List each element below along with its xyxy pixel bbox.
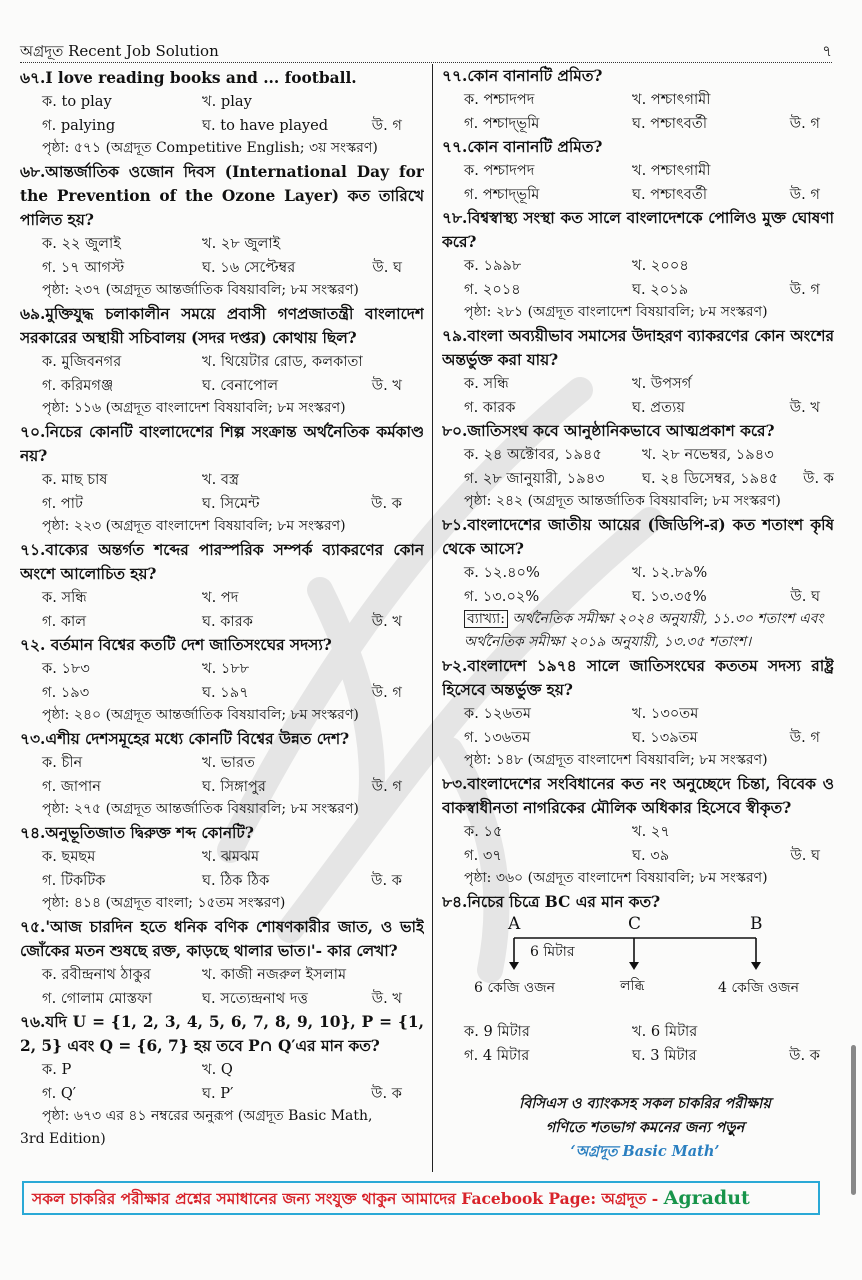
option: খ. ১২.৮৯%: [632, 564, 708, 581]
option: খ. পদ: [202, 589, 239, 606]
option: ঘ. প্রত্যয়: [632, 398, 685, 416]
option: খ. ২৮ জুলাই: [202, 235, 281, 252]
option: খ. ১৮৮: [202, 660, 250, 677]
answer-key: উ. ক: [371, 871, 402, 889]
option: খ. পশ্চাৎগামী: [632, 162, 711, 179]
question: [20, 302, 424, 350]
question: [20, 66, 424, 90]
option-row: [20, 845, 424, 869]
question-number: ৮০.: [442, 422, 468, 440]
options: [20, 232, 424, 279]
answer-key: উ. ক: [371, 494, 402, 512]
answer-key: উ. ক: [371, 1084, 402, 1102]
option: ক. পশ্চাদপদ: [464, 91, 535, 108]
option: খ. ২৮ নভেম্বর, ১৯৪৩: [642, 446, 774, 463]
option-row: [442, 702, 834, 726]
option: ক. ১৯৯৮: [464, 257, 522, 274]
point-a: A: [508, 914, 521, 934]
option: খ. play: [202, 93, 252, 110]
option-row: [442, 396, 834, 420]
question: [20, 538, 424, 586]
left-column: [20, 66, 424, 1151]
options: [20, 845, 424, 892]
question-number: ৭৭.: [442, 138, 468, 156]
question: [20, 160, 424, 232]
option-row: [20, 468, 424, 492]
option: খ. বস্ত্র: [202, 471, 240, 488]
option: খ. ঝমঝম: [202, 848, 260, 865]
options: [20, 751, 424, 798]
question-number: ৮৪.: [442, 893, 468, 911]
reference: পৃষ্ঠা: ৩৬০ (অগ্রদূত বাংলাদেশ বিষয়াবলি; ৮ম সংস্করণ): [464, 870, 768, 886]
header-divider: [20, 62, 832, 63]
answer-key: উ. গ: [789, 280, 820, 298]
reference: পৃষ্ঠা: ২৪২ (অগ্রদূত আন্তর্জাতিক বিষয়াবলি; ৮ম সংস্করণ): [464, 493, 781, 509]
option-row: [20, 492, 424, 516]
option: ঘ. ২৪ ডিসেম্বর, ১৯৪৫: [642, 469, 779, 487]
option: গ. গোলাম মোস্তফা: [42, 989, 153, 1007]
option: ক. মাছ চাষ: [42, 471, 108, 488]
question-text: কোন বানানটি প্রমিত?: [467, 138, 603, 156]
question-text: নিচের চিত্রে BC এর মান কত?: [467, 893, 661, 911]
question-number: ৮৩.: [442, 775, 468, 793]
option-row: [20, 681, 424, 705]
reference: পৃষ্ঠা: ২৭৫ (অগ্রদূত আন্তর্জাতিক বিষয়াবলি; ৮ম সংস্করণ): [42, 801, 359, 817]
option-row: [442, 820, 834, 844]
question: [442, 772, 834, 820]
options: [442, 88, 834, 135]
options: [442, 254, 834, 301]
option: গ. পাট: [42, 494, 83, 512]
options: [442, 159, 834, 206]
question-text: আন্তর্জাতিক ওজোন দিবস (International Day for the Prevention of the Ozone Layer) কত তারিখে পালিত হয়?: [20, 163, 424, 229]
page-number: ৭: [822, 42, 832, 60]
footer-text: সকল চাকরির পরীক্ষার প্রশ্নের সমাধানের জন্য সংযুক্ত থাকুন আমাদের: [32, 1189, 462, 1208]
options: [20, 90, 424, 137]
question-text: 'আজ চারদিন হতে ধনিক বণিক শোষণকারীর জাত, ও ভাই জোঁকের মতন শুষছে রক্ত, কাড়ছে থালার ভাত।'- কার লেখা?: [20, 918, 424, 960]
option: ঘ. ১৯৭: [202, 683, 249, 701]
point-b: B: [750, 914, 763, 934]
option: গ. ২৮ জানুয়ারী, ১৯৪৩: [464, 469, 605, 487]
option-row: [20, 374, 424, 398]
option: গ. টিকটিক: [42, 871, 106, 889]
question-number: ৭৬.: [20, 1013, 46, 1031]
option: খ. থিয়েটার রোড, কলকাতা: [202, 353, 363, 370]
answer-key: উ. খ: [371, 376, 402, 394]
question-number: ৬৯.: [20, 305, 46, 323]
option: ক. to play: [42, 93, 112, 110]
options: [442, 443, 834, 490]
option-row: [442, 254, 834, 278]
question: [20, 727, 424, 751]
option: ঘ. কারক: [202, 612, 253, 630]
answer-key: উ. গ: [371, 683, 402, 701]
question: [20, 633, 424, 657]
question: [442, 419, 834, 443]
question-text: বাংলা অব্যয়ীভাব সমাসের উদাহরণ ব্যাকরণের কোন অংশের অন্তর্ভুক্ত করা যায়?: [442, 327, 834, 369]
question-text: I love reading books and ... football.: [45, 69, 357, 87]
question-text: বর্তমান বিশ্বের কতটি দেশ জাতিসংঘের সদস্য?: [45, 636, 332, 654]
question-number: ৭১.: [20, 541, 46, 559]
option: খ. কাজী নজরুল ইসলাম: [202, 966, 347, 983]
option: ঘ. P′: [202, 1084, 234, 1102]
question-number: ৭৮.: [442, 209, 468, 227]
explanation: [442, 608, 834, 654]
option: গ. ৩৭: [464, 846, 502, 864]
options: [442, 372, 834, 419]
promo-book: ‘অগ্রদূত Basic Math’: [570, 1143, 720, 1160]
reference: পৃষ্ঠা: ২২৩ (অগ্রদূত বাংলাদেশ বিষয়াবলি; ৮ম সংস্করণ): [42, 518, 346, 534]
options: [442, 702, 834, 749]
option-row: [442, 467, 834, 491]
option: গ. করিমগঞ্জ: [42, 376, 114, 394]
promo-box: [500, 1092, 790, 1164]
option: গ. ১৯৩: [42, 683, 90, 701]
question-number: ৭৯.: [442, 327, 468, 345]
option-row: [20, 775, 424, 799]
options: [20, 350, 424, 397]
option: ক. ১৫: [464, 823, 503, 840]
header-title: অগ্রদূত Recent Job Solution: [20, 42, 219, 60]
option-row: [20, 869, 424, 893]
option: খ. ২০০৪: [632, 257, 689, 274]
option: গ. পশ্চাদ্‌ভূমি: [464, 114, 540, 132]
promo-line-2: গণিতে শতভাগ কমনের জন্য পড়ুন: [545, 1119, 745, 1136]
option: খ. ভারত: [202, 754, 255, 771]
options: [442, 820, 834, 867]
option: খ. Q: [202, 1061, 233, 1078]
reference: পৃষ্ঠা: ১১৬ (অগ্রদূত বাংলাদেশ বিষয়াবলি; ৮ম সংস্করণ): [42, 400, 346, 416]
options: [442, 561, 834, 608]
answer-key: উ. ঘ: [372, 258, 402, 276]
options: [20, 963, 424, 1010]
option-row: [20, 90, 424, 114]
option: গ. জাপান: [42, 777, 101, 795]
answer-key: উ. খ: [371, 612, 402, 630]
option: ঘ. বেনাপোল: [202, 376, 279, 394]
option: গ. ২০১৪: [464, 280, 521, 298]
option: গ. ১৩.০২%: [464, 587, 540, 605]
question-number: ৬৭.: [20, 69, 46, 87]
question: [20, 821, 424, 845]
option: গ. palying: [42, 116, 116, 134]
option-row: [442, 561, 834, 585]
question-number: ৮২.: [442, 657, 468, 675]
answer-key: উ. গ: [789, 728, 820, 746]
option-row: [20, 256, 424, 280]
option-row: [442, 159, 834, 183]
options: [20, 468, 424, 515]
options: [20, 586, 424, 633]
option: ক. ১২.৪০%: [464, 564, 540, 581]
option-row: [20, 987, 424, 1011]
options: [20, 1058, 424, 1105]
option: ঘ. 3 মিটার: [632, 1046, 697, 1064]
right-column: [442, 64, 834, 1067]
option: ঘ. to have played: [202, 116, 329, 134]
option: খ. ১৩০তম: [632, 705, 699, 722]
option: ক. ১৮৩: [42, 660, 90, 677]
point-c: C: [628, 914, 642, 934]
options: [20, 657, 424, 704]
option-row: [20, 657, 424, 681]
option: ঘ. সিঙ্গাপুর: [202, 777, 266, 795]
option-row: [20, 350, 424, 374]
option: গ. ১৩৬তম: [464, 728, 531, 746]
option: খ. উপসর্গ: [632, 375, 692, 392]
force-diagram: [472, 914, 834, 1020]
option: খ. ২৭: [632, 823, 670, 840]
option: গ. কাল: [42, 612, 87, 630]
option-row: [20, 751, 424, 775]
option-row: [442, 183, 834, 207]
option: গ. 4 মিটার: [464, 1046, 530, 1064]
footer-banner[interactable]: [22, 1181, 820, 1215]
question: [20, 915, 424, 963]
question-text: নিচের কোনটি বাংলাদেশের শিল্প সংক্রান্ত অর্থনৈতিক কর্মকাণ্ড নয়?: [20, 423, 424, 465]
question: [442, 654, 834, 702]
option: ক. ছমছম: [42, 848, 96, 865]
option: ক. সন্ধি: [42, 589, 87, 606]
option-row: [442, 1020, 834, 1044]
question: [442, 890, 834, 914]
option: ক. 9 মিটার: [464, 1023, 530, 1040]
answer-key: উ. খ: [371, 989, 402, 1007]
answer-key: উ. গ: [371, 777, 402, 795]
question-number: ৭০.: [20, 423, 46, 441]
left-weight-label: 6 কেজি ওজন: [474, 980, 555, 996]
option-row: [20, 610, 424, 634]
option-row: [20, 1082, 424, 1106]
answer-key: উ. ক: [789, 1046, 820, 1064]
question-text: বাংলাদেশের সংবিধানের কত নং অনুচ্ছেদে চিন্তা, বিবেক ও বাকস্বাধীনতা নাগরিকের মৌলিক অধিকার হিসেবে স্বীকৃত?: [442, 775, 834, 817]
question-text: বাংলাদেশের জাতীয় আয়ের (জিডিপি-র) কত শতাংশ কৃষি থেকে আসে?: [442, 516, 834, 558]
answer-key: উ. খ: [789, 398, 820, 416]
column-divider: [432, 64, 433, 1172]
option: ঘ. পশ্চাৎবর্তী: [632, 114, 708, 132]
option: গ. Q′: [42, 1084, 77, 1102]
option: ক. ২৪ অক্টোবর, ১৯৪৫: [464, 446, 602, 463]
option-row: [20, 586, 424, 610]
question-text: যদি U = {1, 2, 3, 4, 5, 6, 7, 8, 9, 10}, P = {1, 2, 5} এবং Q = {6, 7} হয় তবে P∩ Q′এর মান কত?: [20, 1013, 424, 1055]
question: [442, 513, 834, 561]
option: ক. চীন: [42, 754, 83, 771]
option: ক. ১২৬তম: [464, 705, 531, 722]
question-text: মুক্তিযুদ্ধ চলাকালীন সময়ে প্রবাসী গণপ্রজাতন্ত্রী বাংলাদেশ সরকারের অস্থায়ী সচিবালয় (সদর দপ্তর) কোথায় ছিল?: [20, 305, 424, 347]
answer-key: উ. ঘ: [790, 587, 820, 605]
option: গ. পশ্চাদ্‌ভূমি: [464, 185, 540, 203]
option: ক. সন্ধি: [464, 375, 509, 392]
option: ক. মুজিবনগর: [42, 353, 122, 370]
question-text: বিশ্বস্বাস্থ্য সংস্থা কত সালে বাংলাদেশকে পোলিও মুক্ত ঘোষণা করে?: [442, 209, 834, 251]
question-text: বাংলাদেশ ১৯৭৪ সালে জাতিসংঘের কততম সদস্য রাষ্ট্র হিসেবে অন্তর্ভুক্ত হয়?: [442, 657, 834, 699]
reference-continued: 3rd Edition): [20, 1131, 106, 1147]
option-row: [20, 232, 424, 256]
option-row: [442, 112, 834, 136]
question: [20, 1010, 424, 1058]
option: ক. পশ্চাদপদ: [464, 162, 535, 179]
question-text: অনুভূতিজাত দ্বিরুক্ত শব্দ কোনটি?: [45, 824, 254, 842]
reference: পৃষ্ঠা: ২৮১ (অগ্রদূত বাংলাদেশ বিষয়াবলি; ৮ম সংস্করণ): [464, 304, 768, 320]
answer-key: উ. ঘ: [790, 846, 820, 864]
question-text: বাক্যের অন্তর্গত শব্দের পারস্পরিক সম্পর্ক ব্যাকরণের কোন অংশে আলোচিত হয়?: [20, 541, 424, 583]
option: খ. পশ্চাৎগামী: [632, 91, 711, 108]
reference: পৃষ্ঠা: ৫৭১ (অগ্রদূত Competitive English; ৩য় সংস্করণ): [42, 140, 378, 156]
right-weight-label: 4 কেজি ওজন: [718, 980, 799, 996]
question-number: ৭৩.: [20, 730, 46, 748]
option: গ. কারক: [464, 398, 516, 416]
option: ক. রবীন্দ্রনাথ ঠাকুর: [42, 966, 151, 983]
option-row: [442, 88, 834, 112]
scrollbar[interactable]: [851, 1045, 856, 1195]
option: ক. P: [42, 1061, 72, 1078]
option: ঘ. সিমেন্ট: [202, 494, 260, 512]
question: [442, 64, 834, 88]
option: ঘ. সত্যেন্দ্রনাথ দত্ত: [202, 989, 308, 1007]
option-row: [20, 114, 424, 138]
footer-brand-en[interactable]: Agradut: [663, 1187, 750, 1209]
answer-key: উ. গ: [371, 116, 402, 134]
option-row: [442, 443, 834, 467]
question-text: এশীয় দেশসমূহের মধ্যে কোনটি বিশ্বের উন্নত দেশ?: [45, 730, 350, 748]
option-row: [442, 278, 834, 302]
question-text: জাতিসংঘ কবে আনুষ্ঠানিকভাবে আত্মপ্রকাশ করে?: [467, 422, 775, 440]
question-number: ৭২.: [20, 636, 46, 654]
reference: পৃষ্ঠা: ১৪৮ (অগ্রদূত বাংলাদেশ বিষয়াবলি; ৮ম সংস্করণ): [464, 752, 768, 768]
resultant-label: লব্ধি: [620, 978, 645, 994]
option-row: [442, 372, 834, 396]
reference: পৃষ্ঠা: ২৪০ (অগ্রদূত আন্তর্জাতিক বিষয়াবলি; ৮ম সংস্করণ): [42, 707, 359, 723]
question-number: ৭৭.: [442, 67, 468, 85]
option: খ. 6 মিটার: [632, 1023, 698, 1040]
question-number: ৭৪.: [20, 824, 46, 842]
explanation-text: অর্থনৈতিক সমীক্ষা ২০২৪ অনুযায়ী, ১১.৩০ শতাংশ এবং অর্থনৈতিক সমীক্ষা ২০১৯ অনুযায়ী, ১৩.৩৫ শতাংশ।: [464, 611, 824, 650]
answer-key: উ. গ: [789, 185, 820, 203]
reference: পৃষ্ঠা: ২৩৭ (অগ্রদূত আন্তর্জাতিক বিষয়াবলি; ৮ম সংস্করণ): [42, 282, 359, 298]
question: [442, 324, 834, 372]
option-row: [20, 963, 424, 987]
answer-key: উ. গ: [789, 114, 820, 132]
question-number: ৬৮.: [20, 163, 46, 181]
footer-facebook[interactable]: Facebook Page:: [461, 1189, 602, 1208]
question: [442, 206, 834, 254]
answer-key: উ. ক: [803, 469, 834, 487]
question-text: কোন বানানটি প্রমিত?: [467, 67, 603, 85]
option: ঘ. ঠিক ঠিক: [202, 871, 270, 889]
option: গ. ১৭ আগস্ট: [42, 258, 125, 276]
option: ঘ. ১৩.৩৫%: [632, 587, 707, 605]
option: ক. ২২ জুলাই: [42, 235, 121, 252]
option: ঘ. ৩৯: [632, 846, 670, 864]
question-number: ৮১.: [442, 516, 468, 534]
distance-label: 6 মিটার: [530, 944, 575, 960]
option-row: [442, 585, 834, 609]
promo-line-1: বিসিএস ও ব্যাংকসহ সকল চাকরির পরীক্ষায়: [519, 1095, 771, 1112]
option: ঘ. পশ্চাৎবর্তী: [632, 185, 708, 203]
question: [442, 135, 834, 159]
page-header: [20, 40, 832, 62]
reference: পৃষ্ঠা: ৪১৪ (অগ্রদূত বাংলা; ১৫তম সংস্করণ): [42, 895, 286, 911]
question-number: ৭৫.: [20, 918, 46, 936]
option: ঘ. ১৩৯তম: [632, 728, 698, 746]
option-row: [442, 1044, 834, 1068]
option-row: [442, 844, 834, 868]
explanation-label: ব্যাখ্যা:: [464, 610, 508, 628]
option: ঘ. ২০১৯: [632, 280, 689, 298]
reference: পৃষ্ঠা: ৬৭৩ এর ৪১ নম্বরের অনুরূপ (অগ্রদূত Basic Math,: [42, 1108, 373, 1124]
options: [442, 1020, 834, 1067]
footer-brand-bn: অগ্রদূত -: [601, 1189, 664, 1208]
option-row: [20, 1058, 424, 1082]
question: [20, 420, 424, 468]
option: ঘ. ১৬ সেপ্টেম্বর: [202, 258, 296, 276]
option-row: [442, 726, 834, 750]
